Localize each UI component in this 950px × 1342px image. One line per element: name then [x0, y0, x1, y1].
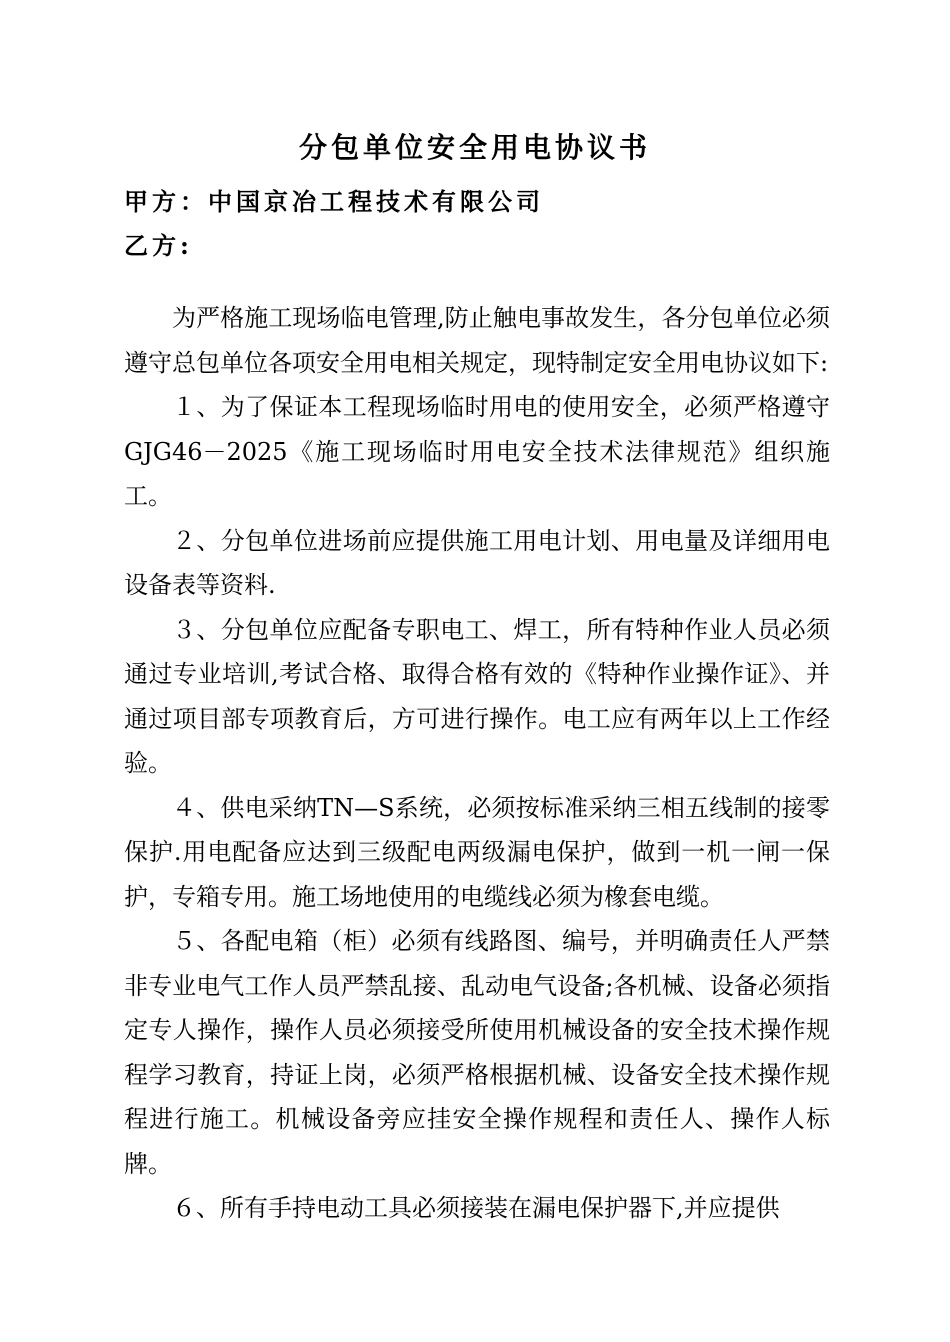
- clause-2: ２、分包单位进场前应提供施工用电计划、用电量及详细用电设备表等资料.: [124, 526, 830, 599]
- clause-3: ３、分包单位应配备专职电工、焊工，所有特种作业人员必须通过专业培训,考试合格、取得合格有效的《特种作业操作证》、并通过项目部专项教育后，方可进行操作。电工应有两年以上工作经验。: [124, 615, 830, 777]
- party-b: 乙方:: [124, 231, 193, 260]
- clause-1: １、为了保证本工程现场临时用电的使用安全，必须严格遵守GJG46－2025《施工现场临时用电安全技术法律规范》组织施工。: [124, 393, 830, 510]
- clause-5: ５、各配电箱（柜）必须有线路图、编号，并明确责任人严禁非专业电气工作人员严禁乱接、乱动电气设备;各机械、设备必须指定专人操作，操作人员必须接受所使用机械设备的安全技术操作规程学习教育，持证上岗，必须严格根据机械、设备安全技术操作规程进行施工。机械设备旁应挂安全操作规程和责任人、操作人标牌。: [124, 927, 830, 1178]
- document-title: 分包单位安全用电协议书: [298, 131, 651, 164]
- agreement-body: [124, 296, 830, 1231]
- clause-4: ４、供电采纳TN—S系统，必须按标准采纳三相五线制的接零保护.用电配备应达到三级配电两级漏电保护，做到一机一闸一保护，专箱专用。施工场地使用的电缆线必须为橡套电缆。: [124, 793, 830, 911]
- intro-paragraph: 为严格施工现场临电管理,防止触电事故发生，各分包单位必须遵守总包单位各项安全用电相关规定，现特制定安全用电协议如下:: [124, 304, 830, 377]
- party-a: 甲方：中国京冶工程技术有限公司: [124, 187, 544, 216]
- clause-6: ６、所有手持电动工具必须接装在漏电保护器下,并应提供: [172, 1194, 780, 1222]
